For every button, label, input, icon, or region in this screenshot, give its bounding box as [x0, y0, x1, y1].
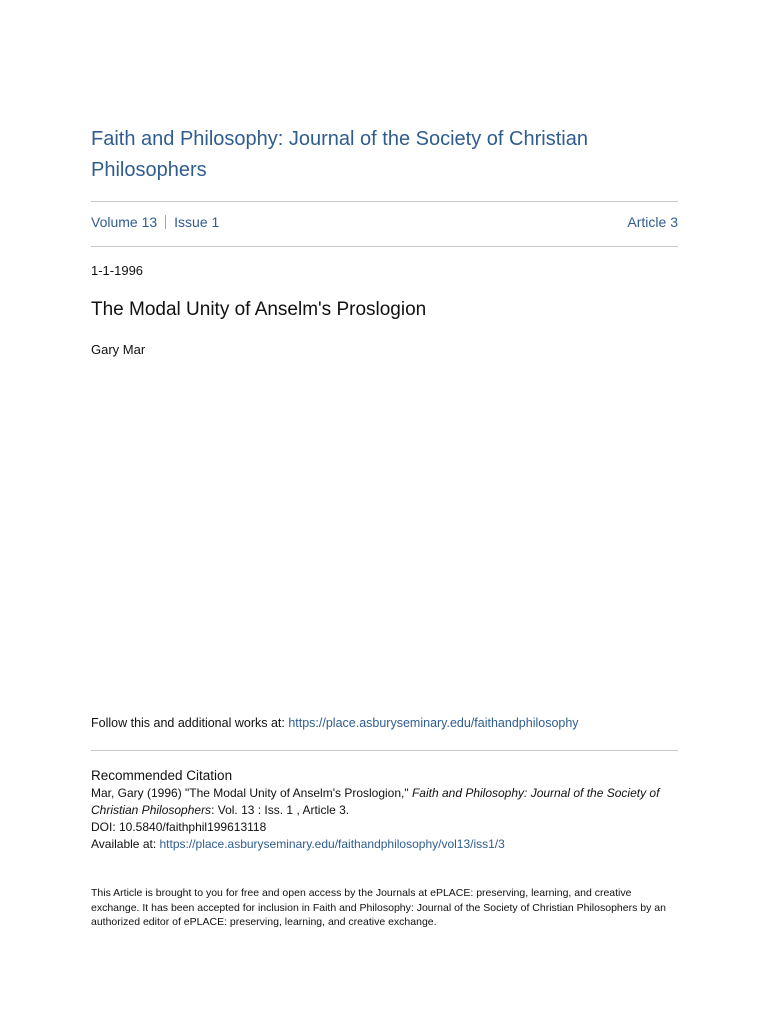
issue-link[interactable]: Issue 1 [174, 214, 220, 230]
follow-url-link[interactable]: https://place.asburyseminary.edu/faithandphilosophy [288, 716, 579, 730]
journal-title-link[interactable]: Faith and Philosophy: Journal of the Society of Christian Philosophers [91, 128, 588, 181]
volume-link[interactable]: Volume 13 [91, 214, 158, 230]
citation-available [91, 836, 678, 853]
volume-issue-group [91, 214, 219, 230]
follow-text: Follow this and additional works at: [91, 716, 289, 730]
issue-divider [91, 246, 678, 247]
available-label: Available at: [91, 837, 160, 851]
citation-divider [91, 750, 678, 751]
access-note: This Article is brought to you for free and open access by the Journals at ePLACE: preserving, learning, and creative exchange. It has been accepted for inclusion in Faith and Philosophy: Journal of the Society of Christian Philosophers by an authorized editor of ePLACE: preserving, learning, and creative exchange. [91, 887, 666, 928]
follow-line [91, 716, 678, 730]
available-url-link[interactable]: https://place.asburyseminary.edu/faithandphilosophy/vol13/iss1/3 [159, 837, 505, 851]
citation-journal: Faith and Philosophy: Journal of the Society of Christian Philosophers [91, 786, 660, 817]
volume-issue-separator [165, 215, 166, 229]
citation-text [91, 785, 678, 819]
publication-date: 1-1-1996 [91, 263, 144, 278]
citation-suffix: : Vol. 13 : Iss. 1 , Article 3. [211, 803, 350, 817]
recommended-citation [91, 767, 678, 853]
top-divider [91, 201, 678, 202]
citation-heading: Recommended Citation [91, 768, 233, 783]
author-name: Gary Mar [91, 342, 146, 357]
article-title: The Modal Unity of Anselm's Proslogion [91, 299, 427, 320]
article-number-link[interactable]: Article 3 [627, 214, 678, 230]
citation-doi: DOI: 10.5840/faithphil199613118 [91, 820, 267, 834]
citation-prefix: Mar, Gary (1996) "The Modal Unity of Anselm's Proslogion," [91, 786, 412, 800]
issue-bar [91, 214, 678, 230]
journal-title[interactable] [91, 124, 678, 186]
